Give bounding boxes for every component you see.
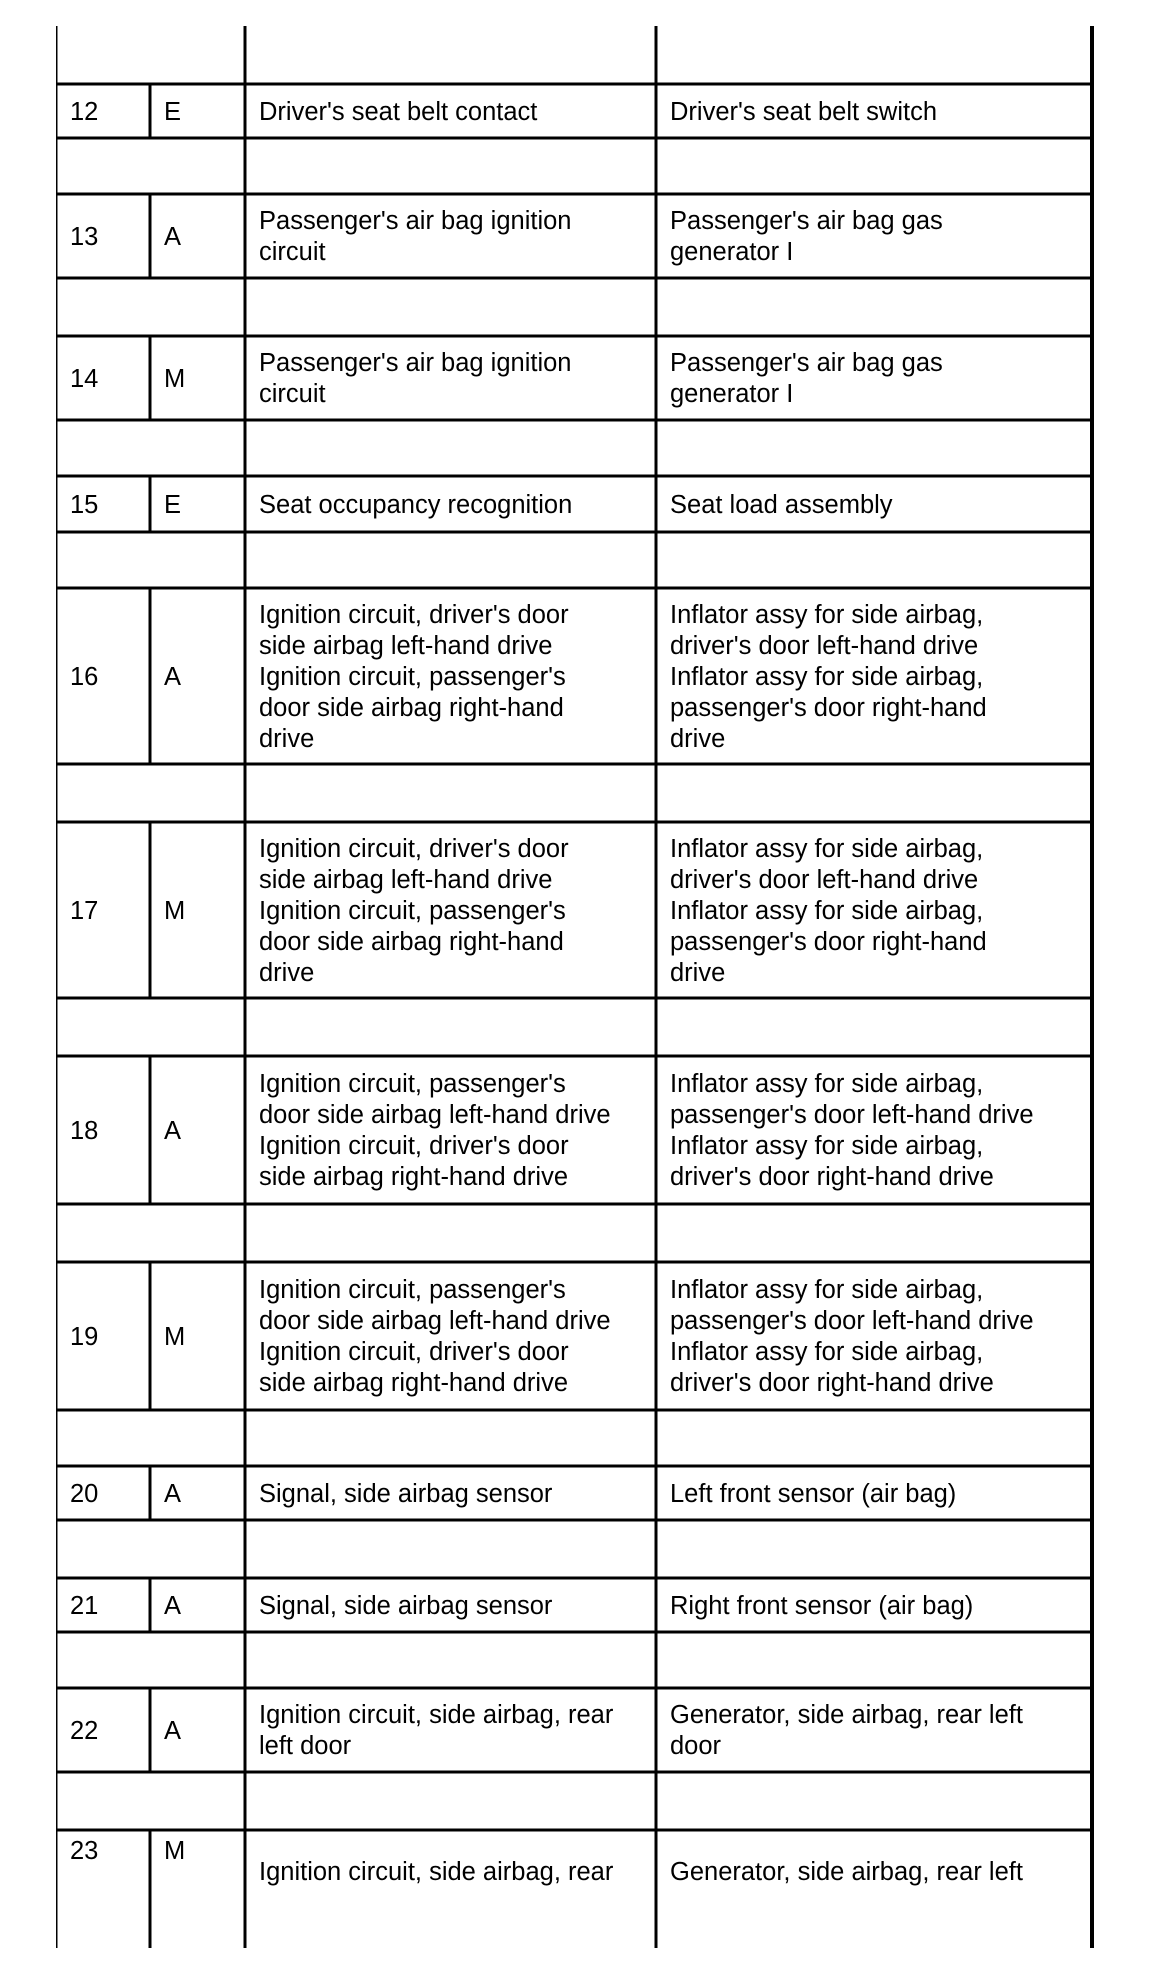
component-cell: Passenger's air bag gas generator I	[670, 207, 943, 266]
pin-number-cell: 14	[70, 364, 99, 393]
pin-type-cell: M	[164, 1837, 186, 1865]
pin-number-cell: 23	[70, 1837, 99, 1865]
pin-type-cell: M	[164, 364, 186, 393]
pin-number-cell: 20	[70, 1479, 99, 1508]
component-cell: Left front sensor (air bag)	[670, 1479, 957, 1508]
pin-type-cell: E	[164, 490, 182, 519]
signal-description-cell: Ignition circuit, side airbag, rear	[259, 1857, 614, 1886]
pin-type-cell: A	[164, 1716, 182, 1745]
signal-description-cell: Ignition circuit, side airbag, rear left door	[259, 1701, 614, 1760]
signal-description-cell: Ignition circuit, passenger's door side airbag left-hand drive Ignition circuit, driver's door side airbag right-hand drive	[259, 1276, 611, 1397]
component-cell: Generator, side airbag, rear left door	[670, 1701, 1023, 1760]
component-cell: Generator, side airbag, rear left	[670, 1857, 1023, 1886]
component-cell: Driver's seat belt switch	[670, 97, 938, 126]
pin-number-cell: 13	[70, 222, 99, 251]
pin-number-cell: 21	[70, 1591, 99, 1620]
signal-description-cell: Driver's seat belt contact	[259, 97, 538, 126]
connector-pin-table	[56, 26, 1104, 1948]
component-cell: Inflator assy for side airbag, passenger's door left-hand drive Inflator assy for side airbag, driver's door right-hand drive	[670, 1276, 1034, 1397]
component-cell: Inflator assy for side airbag, passenger's door left-hand drive Inflator assy for side airbag, driver's door right-hand drive	[670, 1070, 1034, 1191]
pin-number-cell: 16	[70, 662, 99, 691]
signal-description-cell: Ignition circuit, driver's door side airbag left-hand drive Ignition circuit, passenger's door side airbag right-hand drive	[259, 834, 569, 987]
pin-number-cell: 18	[70, 1116, 99, 1145]
pin-number-cell: 17	[70, 896, 99, 925]
pin-type-cell: M	[164, 1322, 186, 1351]
pin-type-cell: A	[164, 1479, 182, 1508]
pin-type-cell: A	[164, 222, 182, 251]
component-cell: Right front sensor (air bag)	[670, 1591, 974, 1620]
pin-type-cell: A	[164, 1116, 182, 1145]
pin-type-cell: M	[164, 896, 186, 925]
signal-description-cell: Passenger's air bag ignition circuit	[259, 349, 572, 408]
component-cell: Inflator assy for side airbag, driver's door left-hand drive Inflator assy for side airbag, passenger's door right-hand drive	[670, 834, 987, 987]
pin-number-cell: 15	[70, 490, 99, 519]
pin-number-cell: 19	[70, 1322, 99, 1351]
signal-description-cell: Ignition circuit, driver's door side airbag left-hand drive Ignition circuit, passenger's door side airbag right-hand drive	[259, 600, 569, 753]
component-cell: Passenger's air bag gas generator I	[670, 349, 943, 408]
component-cell: Inflator assy for side airbag, driver's door left-hand drive Inflator assy for side airbag, passenger's door right-hand drive	[670, 600, 987, 753]
pin-type-cell: A	[164, 662, 182, 691]
signal-description-cell: Ignition circuit, passenger's door side airbag left-hand drive Ignition circuit, driver's door side airbag right-hand drive	[259, 1070, 611, 1191]
signal-description-cell: Seat occupancy recognition	[259, 490, 573, 519]
signal-description-cell: Passenger's air bag ignition circuit	[259, 207, 572, 266]
pin-type-cell: A	[164, 1591, 182, 1620]
signal-description-cell: Signal, side airbag sensor	[259, 1479, 553, 1508]
component-cell: Seat load assembly	[670, 490, 893, 519]
pin-number-cell: 12	[70, 97, 99, 126]
pin-number-cell: 22	[70, 1716, 99, 1745]
pin-type-cell: E	[164, 97, 182, 126]
signal-description-cell: Signal, side airbag sensor	[259, 1591, 553, 1620]
